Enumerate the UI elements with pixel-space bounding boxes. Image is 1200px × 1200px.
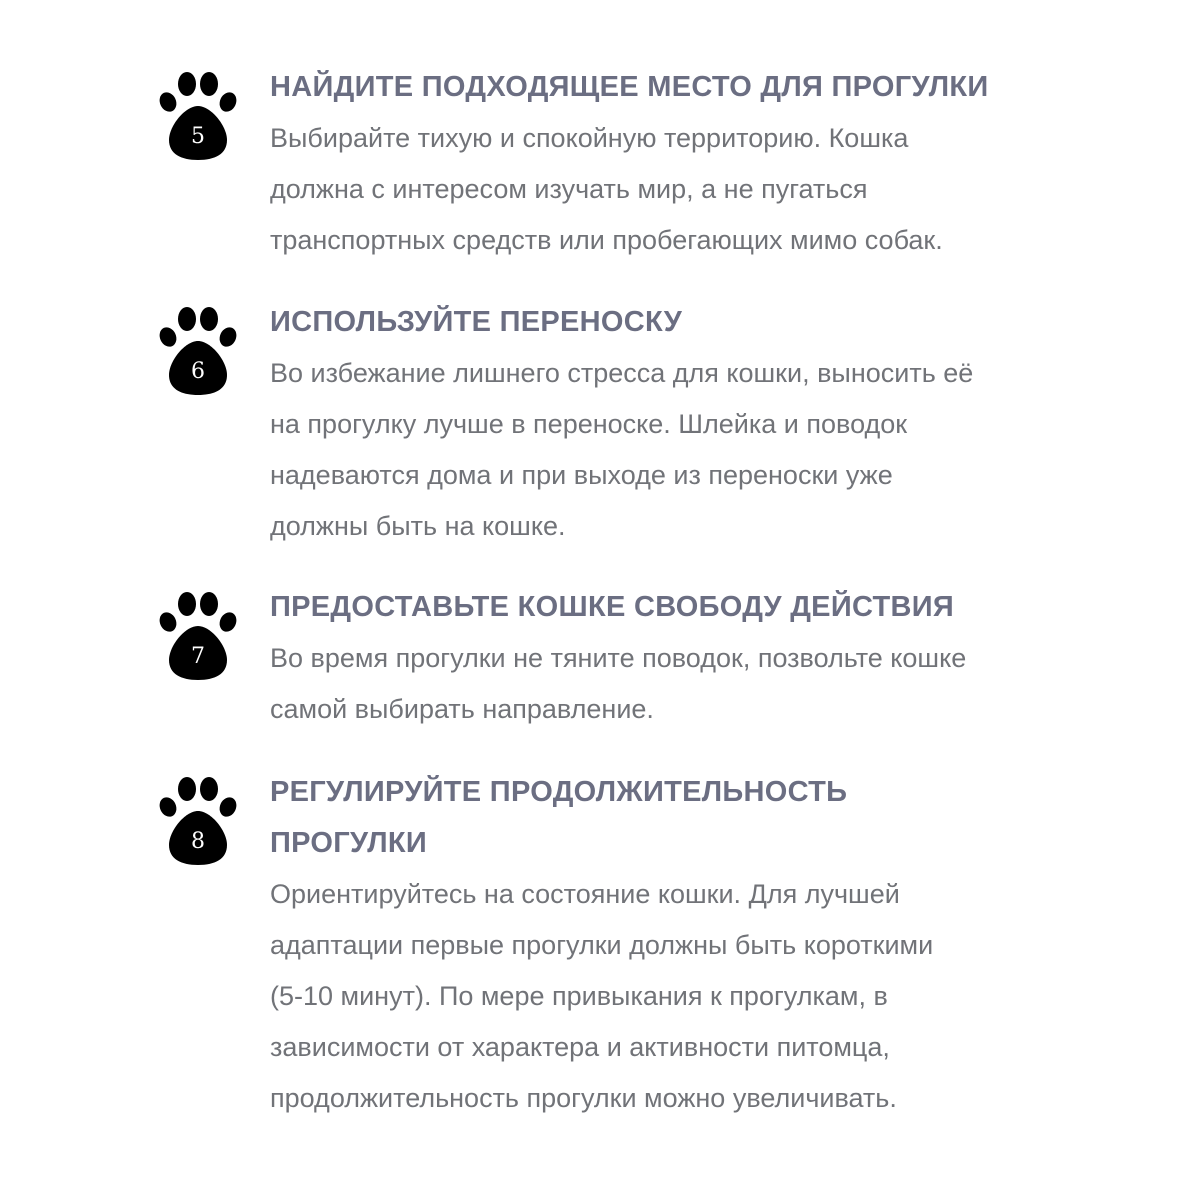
tip-title: НАЙДИТЕ ПОДХОДЯЩЕЕ МЕСТО ДЛЯ ПРОГУЛКИ	[270, 71, 989, 103]
tip-body	[270, 633, 1090, 735]
tip-body-line: продолжительность прогулки можно увеличивать.	[270, 1083, 897, 1113]
tip-body-line: транспортных средств или пробегающих мимо собак.	[270, 225, 943, 255]
paw-number: 8	[191, 829, 205, 854]
tip-body-line: Во избежание лишнего стресса для кошки, выносить её	[270, 358, 974, 388]
tip-body-line: адаптации первые прогулки должны быть короткими	[270, 930, 934, 960]
paw-print-icon	[155, 590, 241, 682]
tip-text	[270, 582, 1090, 735]
tip-body-line: на прогулку лучше в переноске. Шлейка и поводок	[270, 409, 908, 439]
tip-body-line: самой выбирать направление.	[270, 694, 654, 724]
paw-print-icon	[155, 305, 241, 397]
paw-print-icon	[155, 775, 241, 867]
tip-body-line: зависимости от характера и активности питомца,	[270, 1032, 890, 1062]
tip-title-line: ПРОГУЛКИ	[270, 827, 428, 859]
tip-title-line: РЕГУЛИРУЙТЕ ПРОДОЛЖИТЕЛЬНОСТЬ	[270, 776, 848, 808]
tip-body-line: должны быть на кошке.	[270, 511, 566, 541]
tip-body-line: надеваются дома и при выходе из переноски уже	[270, 460, 893, 490]
paw-number: 5	[191, 124, 205, 149]
tip-body	[270, 348, 1090, 552]
tip-body-line: должна с интересом изучать мир, а не пугаться	[270, 174, 868, 204]
paw-number: 6	[191, 359, 205, 384]
paw-print-icon	[155, 70, 241, 162]
tip-text	[270, 297, 1090, 552]
tip-body-line: Выбирайте тихую и спокойную территорию. Кошка	[270, 123, 909, 153]
tip-title: ИСПОЛЬЗУЙТЕ ПЕРЕНОСКУ	[270, 306, 683, 338]
tip-title: ПРЕДОСТАВЬТЕ КОШКЕ СВОБОДУ ДЕЙСТВИЯ	[270, 591, 955, 623]
tip-title	[270, 767, 1090, 869]
tip-text	[270, 62, 1090, 266]
tip-text	[270, 767, 1090, 1124]
tip-body-line: (5-10 минут). По мере привыкания к прогулкам, в	[270, 981, 888, 1011]
tip-body	[270, 113, 1090, 266]
tip-body-line: Ориентируйтесь на состояние кошки. Для лучшей	[270, 879, 900, 909]
paw-number: 7	[191, 644, 205, 669]
tip-body-line: Во время прогулки не тяните поводок, позвольте кошке	[270, 643, 967, 673]
tip-body	[270, 869, 1090, 1124]
